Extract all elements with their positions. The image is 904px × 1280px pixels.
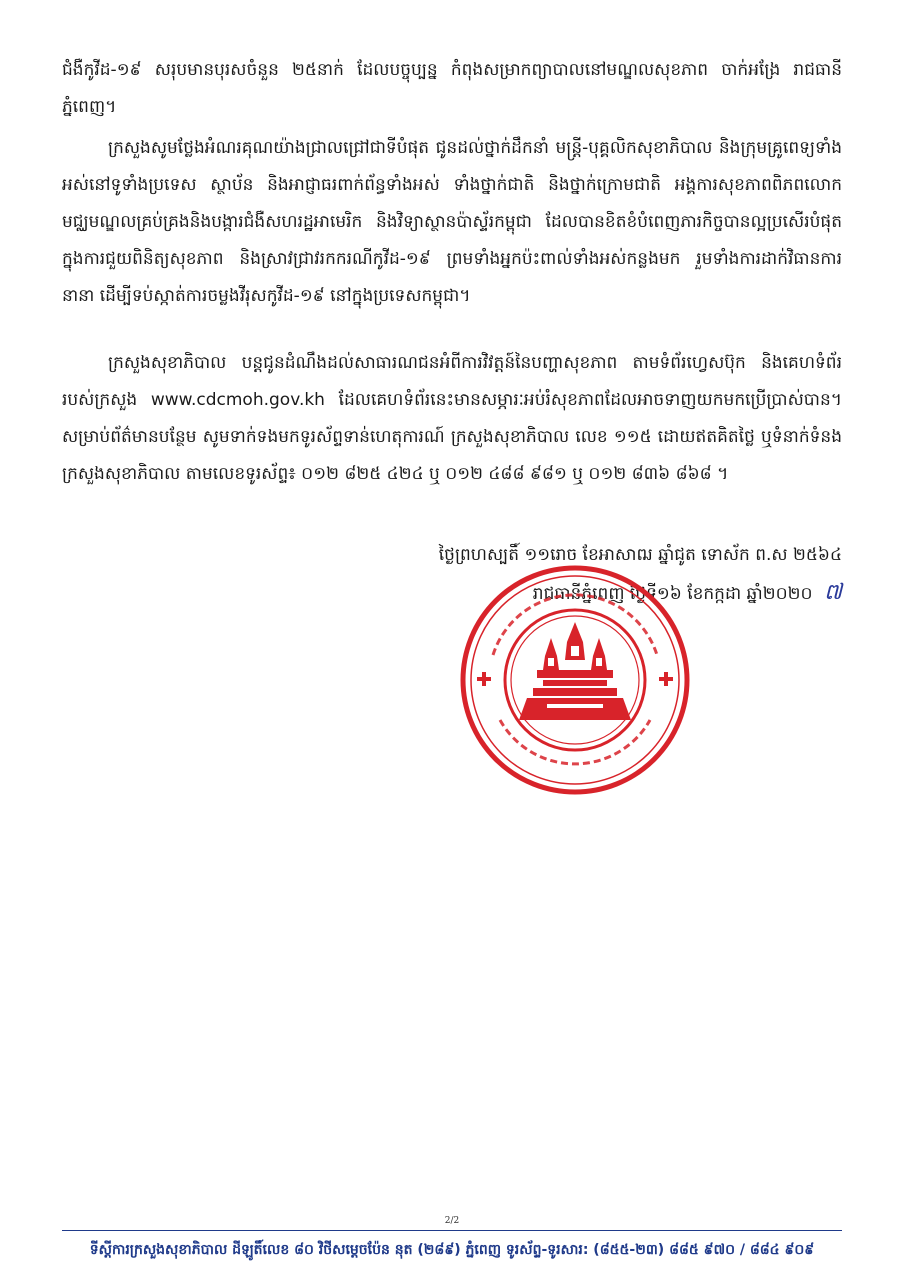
solar-date: រាជធានីភ្នំពេញ ថ្ងៃទី១៦ ខែកក្កដា ឆ្នាំ២០២០ — [532, 584, 813, 604]
initials-signature: ៧ — [823, 580, 842, 605]
lunar-date: ថ្ងៃព្រហស្បតិ៍ ១១រោច ខែអាសាឍ ឆ្នាំជូត ទោស័ក ព.ស ២៥៦៤ — [438, 545, 842, 565]
footer-address: ទីស្តីការក្រសួងសុខាភិបាល ដីឡូតិ៍លេខ ៨០ វិថីសម្តេចប៉ែន នុត (២៨៩) ភ្នំពេញ ទូរស័ព្ទ-ទូរសារ: (៨៥៥-២៣) ៨៨៥ ៩៧០ / ៨៨៤ ៩០៩ — [89, 1242, 815, 1258]
body-paragraph-2: ក្រសួងសូមថ្លែងអំណរគុណយ៉ាងជ្រាលជ្រៅជាទីបំផុត ជូនដល់ថ្នាក់ដឹកនាំ មន្ត្រី-បុគ្គលិកសុខាភិបាល និងក្រុមគ្រូពេទ្យទាំងអស់នៅទូទាំងប្រទេស ស្ថាប័ន និងអាជ្ញាធរពាក់ព័ន្ធទាំងអស់ ទាំងថ្នាក់ជាតិ និងថ្នាក់ក្រោមជាតិ អង្គការសុខភាពពិភពលោក មជ្ឈមណ្ឌលគ្រប់គ្រងនិងបង្ការជំងឺសហរដ្ឋអាមេរិក និងវិទ្យាស្ថានប៉ាស្ទ័រកម្ពុជា ដែលបានខិតខំបំពេញភារកិច្ចបានល្អប្រសើរបំផុត ក្នុងការជួយពិនិត្យសុខភាព និងស្រាវជ្រាវរកករណីកូវីដ-១៩ ព្រមទាំងអ្នកប៉ះពាល់ទាំងអស់កន្លងមក រួមទាំងការដាក់វិធានការនានា ដើម្បីទប់ស្កាត់ការចម្លងវីរុសកូវីដ-១៩ នៅក្នុងប្រទេសកម្ពុជា។ — [62, 138, 842, 306]
ministry-seal-icon — [455, 560, 695, 800]
body-paragraph-1: ជំងឺកូវីដ-១៩ សរុបមានបុរសចំនួន ២៥នាក់ ដែលបច្ចុប្បន្ន កំពុងសម្រាកព្យាបាលនៅមណ្ឌលសុខភាព ចាក់អង្រែ រាជធានីភ្នំពេញ។ — [62, 60, 842, 117]
body-paragraph-3: ក្រសួងសុខាភិបាល បន្តជូនដំណឹងដល់សាធារណជនអំពីការវិវត្តន៍នៃបញ្ហាសុខភាព តាមទំព័រហ្វេសប៊ុក និងគេហទំព័ររបស់ក្រសួង www.cdcmoh.gov.kh ដែលគេហទំព័រនេះមានសម្ភារៈអប់រំសុខភាពដែលអាចទាញយកមកប្រើប្រាស់បាន។ សម្រាប់ព័ត៌មានបន្ថែម សូមទាក់ទងមកទូរស័ព្ទទាន់ហេតុការណ៍ ក្រសួងសុខាភិបាល លេខ ១១៥ ដោយឥតគិតថ្លៃ ឬទំនាក់ទំនងក្រសួងសុខាភិបាល តាមលេខទូរស័ព្ទ៖ ០១២ ៨២៥ ៤២៤ ឬ ០១២ ៤៨៨ ៩៨១ ឬ ០១២ ៨៣៦ ៨៦៨ ។ — [62, 353, 842, 484]
footer-divider — [62, 1230, 842, 1231]
page-number: 2/2 — [444, 1216, 460, 1226]
